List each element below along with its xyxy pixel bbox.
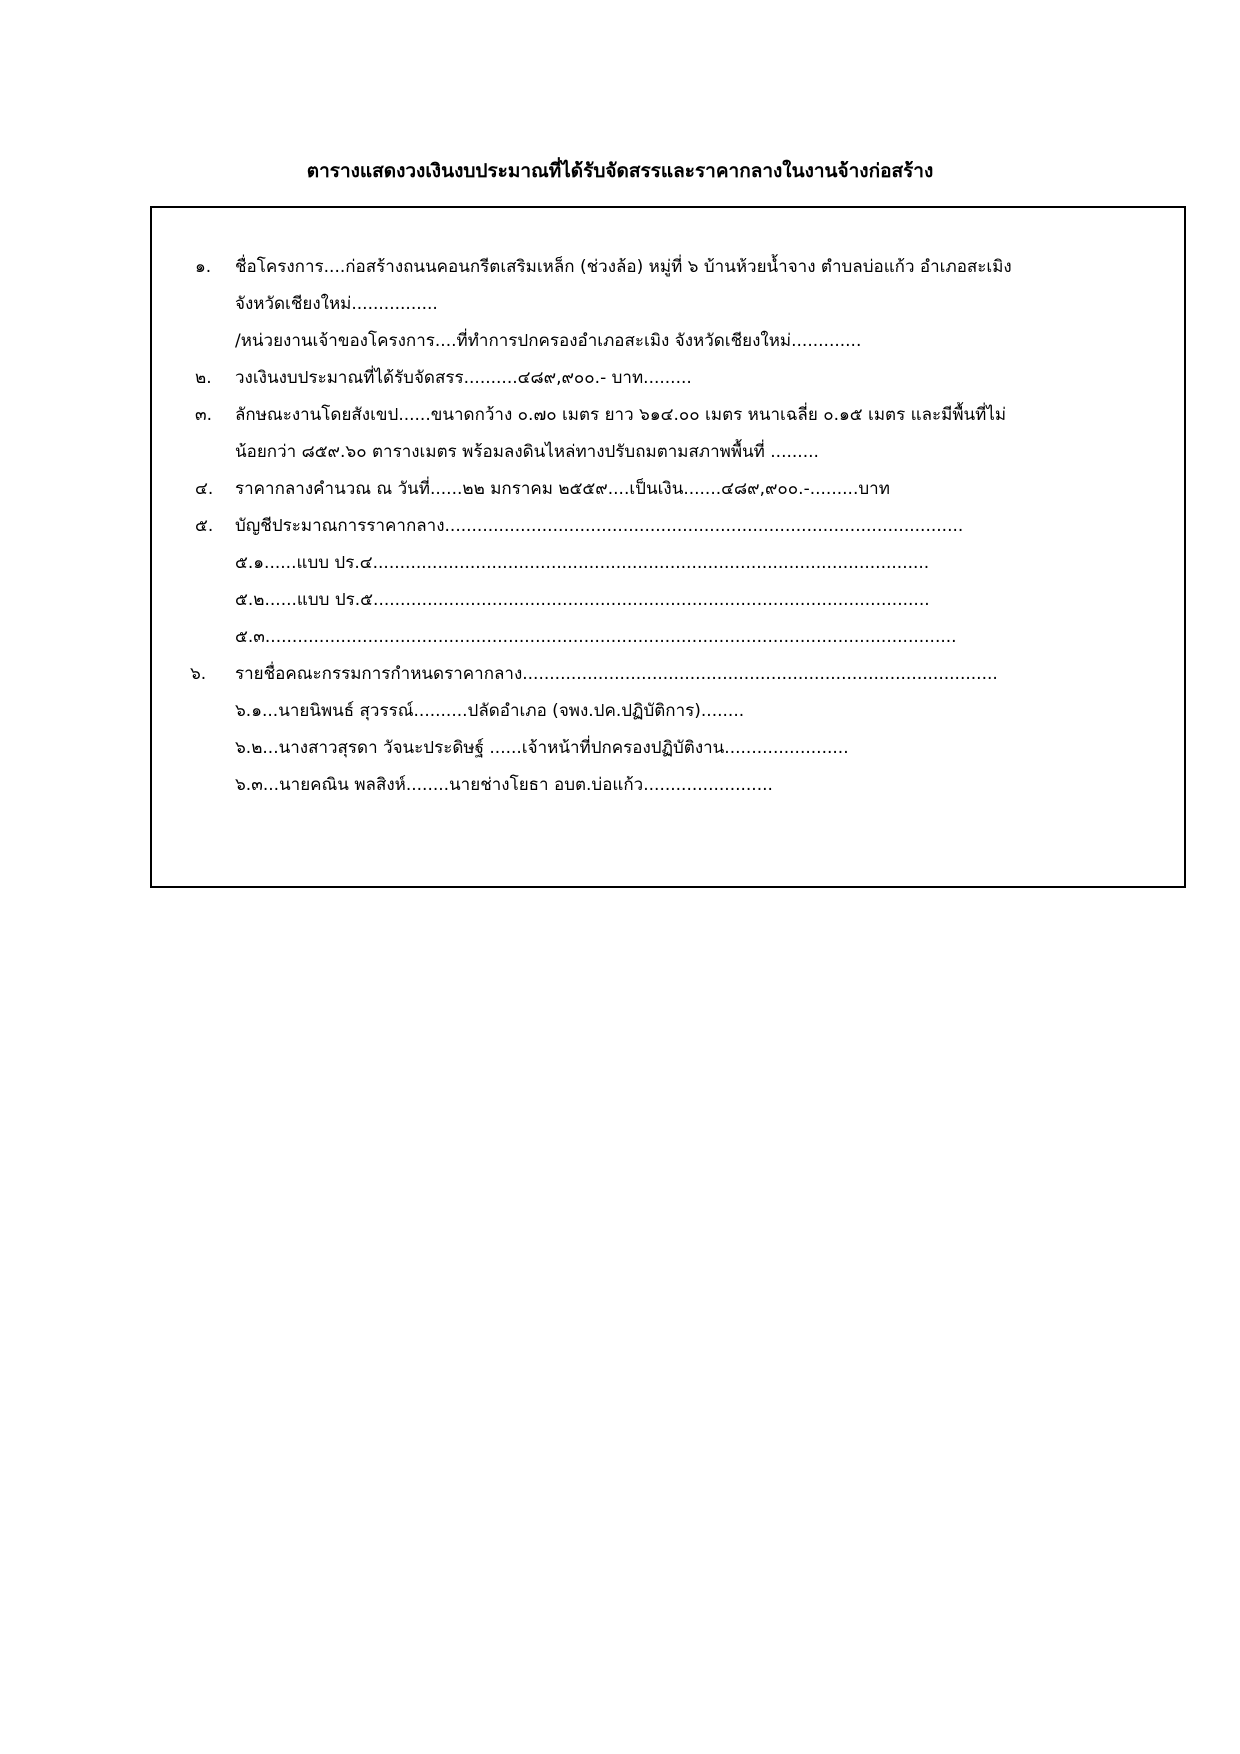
item-number: ๕. — [195, 516, 214, 536]
allocated-budget: วงเงินงบประมาณที่ได้รับจัดสรร..........๔๘๙,๙๐๐.- บาท......... — [235, 368, 692, 388]
work-description: ลักษณะงานโดยสังเขป......ขนาดกว้าง ๐.๗๐ เมตร ยาว ๖๑๔.๐๐ เมตร หนาเฉลี่ย ๐.๑๕ เมตร และมีพื้นที่ไม่ — [235, 405, 1007, 425]
project-province: จังหวัดเชียงใหม่................ — [235, 294, 438, 314]
committee-member: ๖.๒...นางสาวสุรดา วัจนะประดิษฐ์ ......เจ้าหน้าที่ปกครองปฏิบัติงาน....................... — [235, 738, 849, 758]
form-blank: ๕.๓................................................................................................................................ — [235, 627, 957, 647]
committee-member: ๖.๑...นายนิพนธ์ สุวรรณ์..........ปลัดอำเภอ (จพง.ปค.ปฏิบัติการ)........ — [235, 701, 745, 721]
item-4-line — [195, 471, 1180, 508]
document-title: ตารางแสดงวงเงินงบประมาณที่ได้รับจัดสรรและราคากลางในงานจ้างก่อสร้าง — [306, 160, 934, 182]
item-number: ๔. — [195, 479, 214, 499]
item-6-1-line — [195, 693, 1180, 730]
median-price: ราคากลางคำนวณ ณ วันที่......๒๒ มกราคม ๒๕๕๙....เป็นเงิน.......๔๘๙,๙๐๐.-.........บาท — [235, 479, 890, 499]
item-number: ๖. — [190, 664, 207, 684]
form-pr4: ๕.๑......แบบ ปร.๔....................................................................................................... — [235, 553, 930, 573]
work-description-continued: น้อยกว่า ๘๕๙.๖๐ ตารางเมตร พร้อมลงดินไหล่ทางปรับถมตามสภาพพื้นที่ ......... — [235, 442, 819, 462]
committee-list: รายชื่อคณะกรรมการกำหนดราคากลาง........................................................................................ — [235, 664, 998, 684]
document-body — [190, 249, 1180, 804]
item-3-continuation — [195, 434, 1180, 471]
project-name: ชื่อโครงการ....ก่อสร้างถนนคอนกรีตเสริมเหล็ก (ช่วงล้อ) หมู่ที่ ๖ บ้านห้วยน้ำจาง ตำบลบ่อแก้ว อำเภอสะเมิง — [235, 257, 1012, 277]
item-1-agency — [195, 323, 1180, 360]
item-5-3-line — [195, 619, 1180, 656]
item-number: ๒. — [195, 368, 212, 388]
item-5-2-line — [195, 582, 1180, 619]
item-5-1-line — [195, 545, 1180, 582]
item-6-2-line — [195, 730, 1180, 767]
form-pr5: ๕.๒......แบบ ปร.๕....................................................................................................... — [235, 590, 930, 610]
item-2-line — [195, 360, 1180, 397]
price-estimate-list: บัญชีประมาณการราคากลาง................................................................................................ — [235, 516, 964, 536]
item-1-line — [195, 249, 1180, 286]
committee-member: ๖.๓...นายคณิน พลสิงห์........นายช่างโยธา อบต.บ่อแก้ว........................ — [235, 775, 773, 795]
item-5-line — [195, 508, 1180, 545]
item-number: ๓. — [195, 405, 213, 425]
item-6-line — [190, 656, 1180, 693]
item-1-continuation — [195, 286, 1180, 323]
project-owner-agency: /หน่วยงานเจ้าของโครงการ....ที่ทำการปกครองอำเภอสะเมิง จังหวัดเชียงใหม่............. — [235, 331, 862, 351]
item-number: ๑. — [195, 257, 212, 277]
item-6-3-line — [195, 767, 1180, 804]
item-3-line — [195, 397, 1180, 434]
